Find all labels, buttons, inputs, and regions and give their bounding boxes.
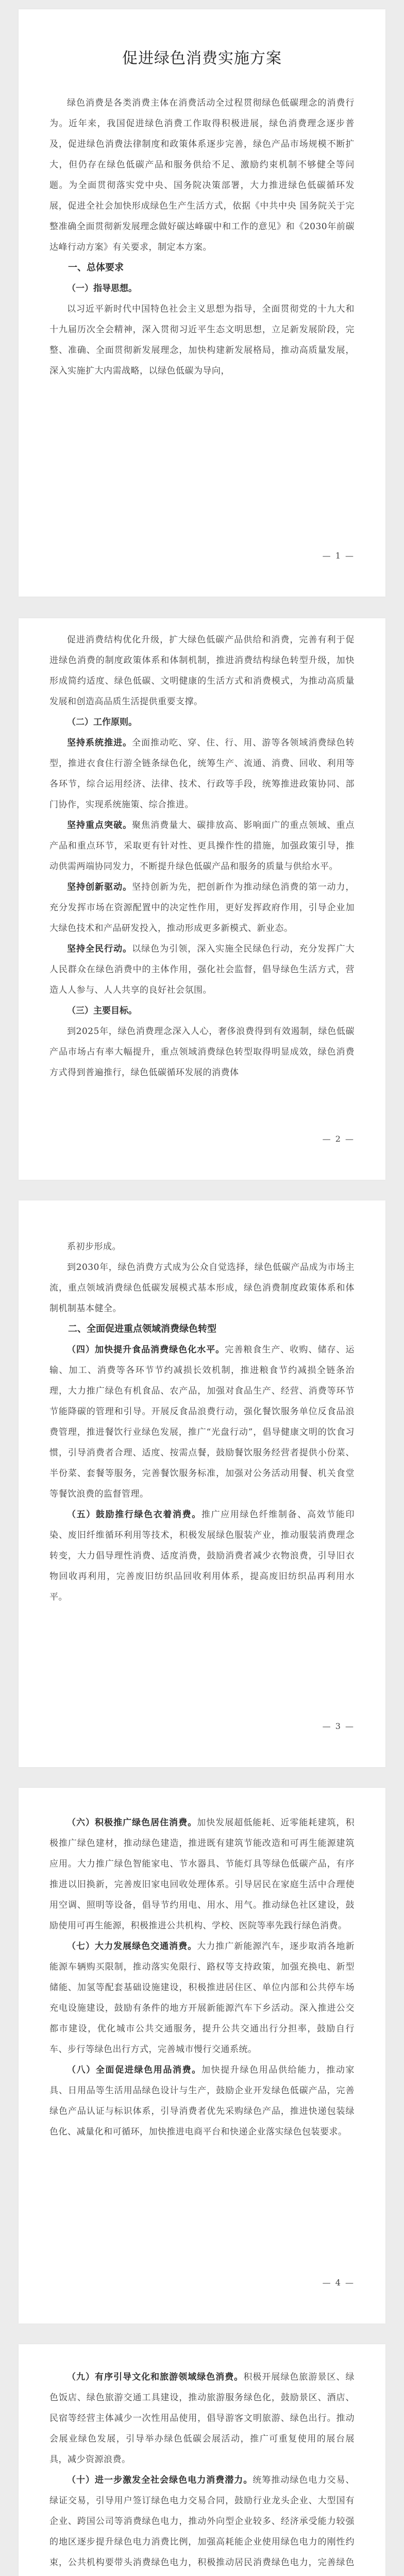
paragraph-lead: 坚持系统推进。 [67,738,132,748]
page-number: — 2 — [322,1134,355,1144]
document-page-5 [19,2344,385,2576]
paragraph-lead: 坚持重点突破。 [67,820,132,831]
paragraph-text: 积极开展绿色旅游景区、绿色饭店、绿色旅游交通工具建设，推动旅游服务绿色化，鼓励景区、酒店、民宿等经营主体减少一次性用品使用，倡导游客文明旅游、绿色出行。推动会展业绿色发展，引导举办绿色低碳会展活动，推广可重复使用的展台展具，减少资源浪费。 [49,2372,355,2465]
body-paragraph [49,2367,355,2470]
page-number: — 4 — [322,2278,355,2287]
page-3-content [49,1236,355,1607]
body-paragraph: 到2025年，绿色消费理念深入人心，奢侈浪费得到有效遏制，绿色低碳产品市场占有率大幅提升，重点领域消费绿色转型取得明显成效，绿色消费方式得到普遍推行，绿色低碳循环发展的消费体 [49,1026,355,1078]
paragraph-lead: 坚持全民行动。 [67,944,132,954]
paragraph-lead: （六）积极推广绿色居住消费。 [67,1818,197,1828]
paragraph-text: 全面推动吃、穿、住、行、用、游等各领域消费绿色转型，推进衣食住行游全链条绿色化，统筹生产、流通、消费、回收、利用等各环节，综合运用经济、法律、技术、行政等手段，统筹推进政策协同、部门协作，实现系统施策、综合推进。 [49,738,355,810]
paragraph-lead: （八）全面促进绿色用品消费。 [67,2065,201,2075]
paragraph-lead: 坚持创新驱动。 [67,882,132,892]
document-page-2 [19,618,385,1180]
paragraph-text: 推广应用绿色纤维制备、高效节能印染、废旧纤维循环利用等技术，积极发展绿色服装产业，推动服装消费理念转变，大力倡导理性消费、适度消费，鼓励消费者减少衣物浪费，引导旧衣物回收再利用，完善废旧纺织品回收利用体系，提高废旧纺织品再利用水平。 [49,1510,355,1602]
body-paragraph [49,2060,355,2142]
body-paragraph [49,1340,355,1504]
body-paragraph [49,2470,355,2576]
page-4-content [49,1812,355,2142]
paragraph-text: 完善粮食生产、收购、储存、运输、加工、消费等各环节节约减损长效机制，推进粮食节约减损全链条治理，大力推广绿色有机食品、农产品，加强对食品生产、经营、消费等环节节能降碳的管理和引导。开展反食品浪费行动，强化餐饮服务单位反食品浪费管理，推进餐饮行业绿色发展，推广“光盘行动”，倡导健康文明的饮食习惯，引导消费者合理、适度、按需点餐，鼓励餐饮服务经营者提供小份菜、半份菜、套餐等服务，完善餐饮服务标准，加强对公务活动用餐、机关食堂等餐饮浪费的监督管理。 [49,1345,355,1499]
paragraph-text: 坚持创新为先，把创新作为推动绿色消费的第一动力，充分发挥市场在资源配置中的决定性作用，更好发挥政府作用，引导企业加大绿色技术和产品研发投入，推动形成更多新模式、新业态。 [49,882,355,934]
paragraph-lead: （十）进一步激发全社会绿色电力消费潜力。 [67,2475,253,2485]
body-paragraph [49,733,355,815]
page-2-content [49,630,355,1083]
page-1-content [49,93,355,381]
body-paragraph [49,1812,355,1936]
document-page-1 [19,9,385,597]
paragraph-text: 以绿色为引领，深入实施全民绿色行动，充分发挥广大人民群众在绿色消费中的主体作用，强化社会监督，倡导绿色生活方式，营造人人参与、人人共享的良好社会氛围。 [49,944,355,995]
body-paragraph [49,939,355,1001]
body-paragraph: 到2030年，绿色消费方式成为公众自觉选择，绿色低碳产品成为市场主流，重点领域消费绿色低碳发展模式基本形成，绿色消费制度政策体系和体制机制基本健全。 [49,1262,355,1314]
document-page-4 [19,1788,385,2324]
document-page-3 [19,1200,385,1767]
page-5-content [49,2367,355,2576]
section-heading: 二、全面促进重点领域消费绿色转型 [68,1324,216,1334]
paragraph-lead: （九）有序引导文化和旅游领域绿色消费。 [67,2372,244,2382]
paragraph-lead: （四）加快提升食品消费绿色化水平。 [67,1345,225,1355]
paragraph-text: 统筹推动绿色电力交易、绿证交易，引导用户签订绿色电力交易合同，鼓励行业龙头企业、大型国有企业、跨国公司等消费绿色电力，推动外向型企业较多、经济承受能力较强的地区逐步提升绿色电力消费比例，加强高耗能企业使用绿色电力的刚性约束，公共机构要带头消费绿色电力，积极推动居民消费绿色电力，完善绿色 [49,2475,355,2568]
paragraph-text: 加快发展超低能耗、近零能耗建筑，积极推广绿色建材，推动绿色建造，推进既有建筑节能改造和可再生能源建筑应用。大力推广绿色智能家电、节水器具、节能灯具等绿色低碳产品，有序推进以旧换新，完善废旧家电回收处理体系。引导居民在家庭生活中合理使用空调、照明等设备，倡导节约用电、用水、用气。推动绿色社区建设，鼓励使用可再生能源，积极推进公共机构、学校、医院等率先践行绿色消费。 [49,1818,355,1931]
body-paragraph: 以习近平新时代中国特色社会主义思想为指导，全面贯彻党的十九大和十九届历次全会精神，深入贯彻习近平生态文明思想，立足新发展阶段，完整、准确、全面贯彻新发展理念，加快构建新发展格局，推动高质量发展，深入实施扩大内需战略，以绿色低碳为导向， [49,304,355,376]
subsection-heading: （三）主要目标。 [67,1006,137,1016]
section-heading: 一、总体要求 [68,262,124,273]
paragraph-lead: （七）大力发展绿色交通消费。 [67,1941,197,1952]
document-title: 促进绿色消费实施方案 [122,49,282,67]
paragraph-text: 聚焦消费量大、碳排放高、影响面广的重点领域、重点产品和重点环节，采取更有针对性、更具操作性的措施，加强政策引导，推动供需两端协同发力，不断提升绿色低碳产品和服务的质量与供给水平。 [49,820,355,872]
subsection-heading: （二）工作原则。 [67,717,137,727]
paragraph-text: 加快提升绿色用品供给能力，推动家具、日用品等生活用品绿色设计与生产，鼓励企业开发绿色低碳产品，完善绿色产品认证与标识体系，引导消费者优先采购绿色产品，推进快递包装绿色化、减量化和可循环，加快推进电商平台和快递企业落实绿色包装要求。 [49,2065,355,2137]
page-number: — 3 — [322,1721,355,1731]
body-paragraph [49,877,355,939]
body-paragraph [49,815,355,877]
paragraph-lead: （五）鼓励推行绿色衣着消费。 [67,1510,201,1520]
body-paragraph: 促进消费结构优化升级，扩大绿色低碳产品供给和消费，完善有利于促进绿色消费的制度政策体系和体制机制，推进消费结构绿色转型升级，加快形成简约适度、绿色低碳、文明健康的生活方式和消费模式，为推动高质量发展和创造高品质生活提供重要支撑。 [49,635,355,707]
subsection-heading: （一）指导思想。 [67,283,137,294]
body-paragraph [49,1504,355,1607]
body-paragraph [49,1936,355,2060]
paragraph-text: 大力推广新能源汽车，逐步取消各地新能源车辆购买限制，推动落实免限行、路权等支持政策，加强充换电、新型储能、加氢等配套基础设施建设，积极推进居住区、单位内部和公共停车场充电设施建设，鼓励有条件的地方开展新能源汽车下乡活动。深入推进公交都市建设，优化城市公共交通服务，提升公共交通出行分担率，鼓励自行车、步行等绿色出行方式，完善城市慢行交通系统。 [49,1941,355,2055]
page-number: — 1 — [322,551,355,561]
body-paragraph: 系初步形成。 [67,1242,121,1252]
body-paragraph: 绿色消费是各类消费主体在消费活动全过程贯彻绿色低碳理念的消费行为。近年来，我国促进绿色消费工作取得积极进展，绿色消费理念逐步普及，促进绿色消费法律制度和政策体系逐步完善，绿色产品市场规模不断扩大，但仍存在绿色低碳产品和服务供给不足、激励约束机制不够健全等问题。为全面贯彻落实党中央、国务院决策部署，大力推进绿色低碳循环发展，促进全社会加快形成绿色生产生活方式，依据《中共中央 国务院关于完整准确全面贯彻新发展理念做好碳达峰碳中和工作的意见》和《2030年前碳达峰行动方案》有关要求，制定本方案。 [49,98,355,252]
